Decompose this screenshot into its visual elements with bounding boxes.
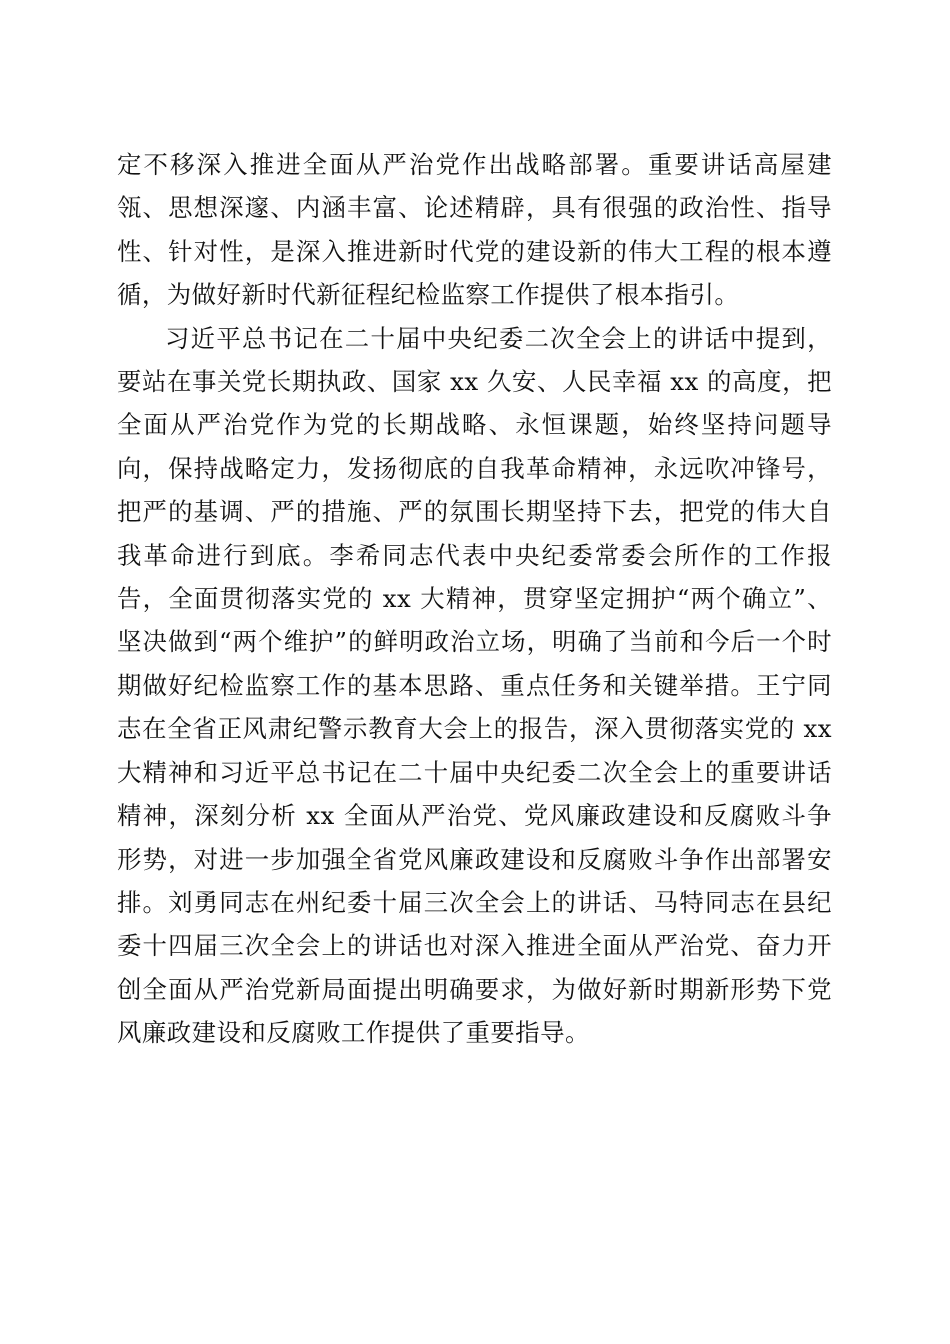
paragraph-continuation: 定不移深入推进全面从严治党作出战略部署。重要讲话高屋建瓴、思想深邃、内涵丰富、论述精辟，具有很强的政治性、指导性、针对性，是深入推进新时代党的建设新的伟大工程的根本遵循，为做好新时代新征程纪检监察工作提供了根本指引。	[117, 150, 832, 310]
paragraph-speech-summary: 习近平总书记在二十届中央纪委二次全会上的讲话中提到，要站在事关党长期执政、国家 xx 久安、人民幸福 xx 的高度，把全面从严治党作为党的长期战略、永恒课题，始终坚持问题导向，保持战略定力，发扬彻底的自我革命精神，永远吹冲锋号，把严的基调、严的措施、严的氛围长期坚持下去，把党的伟大自我革命进行到底。李希同志代表中央纪委常委会所作的工作报告，全面贯彻落实党的 xx 大精神，贯穿坚定拥护“两个确立”、坚决做到“两个维护”的鲜明政治立场，明确了当前和今后一个时期做好纪检监察工作的基本思路、重点任务和关键举措。王宁同志在全省正风肃纪警示教育大会上的报告，深入贯彻落实党的 xx 大精神和习近平总书记在二十届中央纪委二次全会上的重要讲话精神，深刻分析 xx 全面从严治党、党风廉政建设和反腐败斗争形势，对进一步加强全省党风廉政建设和反腐败斗争作出部署安排。刘勇同志在州纪委十届三次全会上的讲话、马特同志在县纪委十四届三次全会上的讲话也对深入推进全面从严治党、奋力开创全面从严治党新局面提出明确要求，为做好新时期新形势下党风廉政建设和反腐败工作提供了重要指导。	[117, 323, 832, 1048]
document-body	[117, 143, 832, 1055]
